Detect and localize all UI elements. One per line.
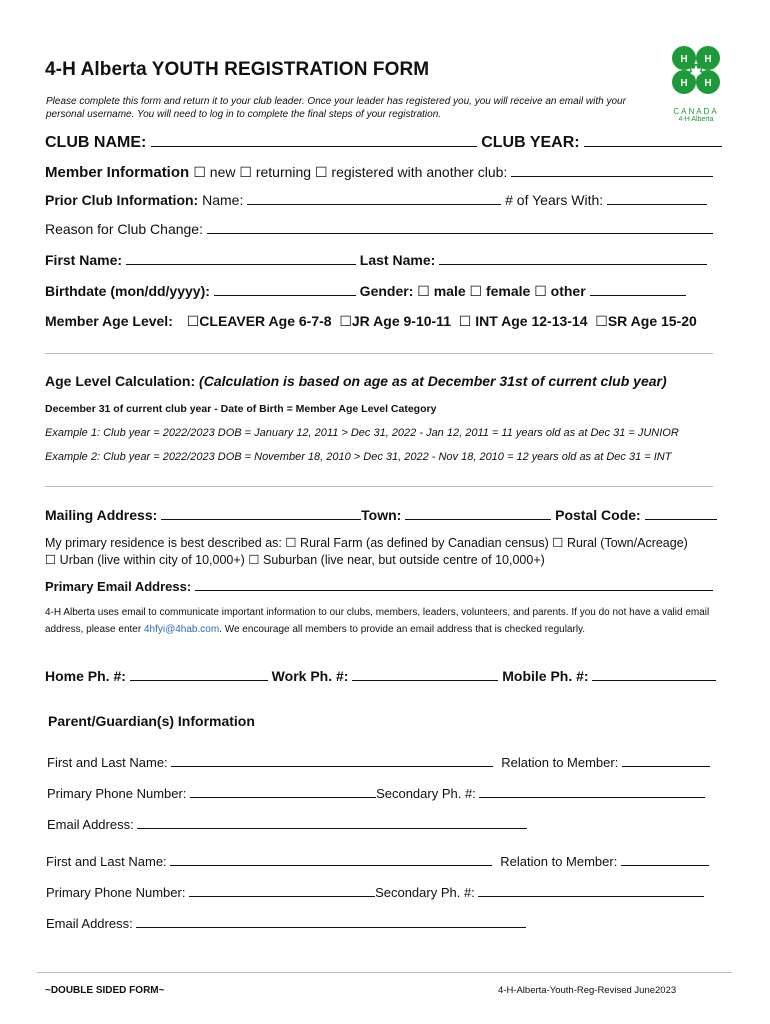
phone-line <box>45 668 716 684</box>
guardian2-primary-field[interactable] <box>189 884 375 897</box>
suburban-checkbox[interactable]: ☐ Suburban (live near, but outside centre of 10,000+) <box>248 553 545 567</box>
work-phone-field[interactable] <box>352 668 498 681</box>
svg-text:H: H <box>680 78 688 89</box>
work-phone-label: Work Ph. #: <box>267 668 353 684</box>
guardian2-phone-line <box>46 884 704 900</box>
birthdate-field[interactable] <box>214 283 356 296</box>
town-label: Town: <box>361 507 406 523</box>
email-note-prefix: address, please enter <box>45 624 144 635</box>
member-info-heading: Member Information <box>45 164 194 181</box>
club-name-label: CLUB NAME: <box>45 134 151 151</box>
new-checkbox[interactable]: ☐ new <box>193 164 240 180</box>
4h-clover-logo <box>664 42 728 122</box>
intro-text <box>46 95 626 121</box>
svg-text:H: H <box>704 54 712 65</box>
residence-line-2 <box>45 552 688 569</box>
email-label: Primary Email Address: <box>45 579 195 594</box>
last-name-field[interactable] <box>439 252 707 265</box>
intro-line-2: personal username. You will need to log in to complete the final steps of your registration. <box>46 109 442 120</box>
first-name-label: First Name: <box>45 252 126 268</box>
divider <box>45 353 713 354</box>
home-phone-field[interactable] <box>130 668 268 681</box>
email-note-line-1: 4-H Alberta uses email to communicate important information to our clubs, members, leaders, volunteers, and parents. If you do not have a valid email <box>45 607 710 618</box>
urban-checkbox[interactable]: ☐ Urban (live within city of 10,000+) <box>45 553 249 567</box>
gender-male-checkbox[interactable]: ☐ male <box>417 283 470 299</box>
email-note-line-2 <box>45 621 709 638</box>
town-field[interactable] <box>405 507 551 520</box>
reason-line <box>45 221 713 237</box>
calc-example-2: Example 2: Club year = 2022/2023 DOB = November 18, 2010 > Dec 31, 2022 - Nov 18, 2010 = 12 years old as at Dec 31 = INT <box>45 451 672 463</box>
mailing-line <box>45 507 717 523</box>
residence-block <box>45 535 688 569</box>
svg-text:H: H <box>704 78 712 89</box>
guardian1-name-field[interactable] <box>171 754 493 767</box>
gender-other-field[interactable] <box>590 283 686 296</box>
gender-label: Gender: <box>355 283 418 299</box>
reason-label: Reason for Club Change: <box>45 221 207 237</box>
first-name-field[interactable] <box>126 252 356 265</box>
postal-field[interactable] <box>645 507 717 520</box>
gender-female-checkbox[interactable]: ☐ female <box>469 283 535 299</box>
club-name-field[interactable] <box>151 132 477 147</box>
footer-right: 4-H-Alberta-Youth-Reg-Revised June2023 <box>498 985 677 996</box>
guardian2-relation-field[interactable] <box>621 853 709 866</box>
prior-years-label: # of Years With: <box>501 192 608 208</box>
guardian-heading: Parent/Guardian(s) Information <box>48 713 255 729</box>
mailing-label: Mailing Address: <box>45 507 162 523</box>
reason-field[interactable] <box>207 221 713 234</box>
guardian1-relation-field[interactable] <box>622 754 710 767</box>
calc-example-1: Example 1: Club year = 2022/2023 DOB = January 12, 2011 > Dec 31, 2022 - Jan 12, 2011 = 11 years old as at Dec 31 = JUNIOR <box>45 427 679 439</box>
guardian1-name-label: First and Last Name: <box>47 755 172 770</box>
mobile-phone-label: Mobile Ph. #: <box>498 668 593 684</box>
guardian2-email-line <box>46 915 526 931</box>
email-link[interactable]: 4hfyi@4hab.com <box>143 624 220 635</box>
other-club-field[interactable] <box>511 164 713 177</box>
guardian1-secondary-label: Secondary Ph. #: <box>376 786 480 801</box>
club-line <box>45 132 722 152</box>
email-note-suffix: . We encourage all members to provide an email address that is checked regularly. <box>219 624 586 635</box>
email-field[interactable] <box>195 578 713 591</box>
divider <box>45 486 713 487</box>
guardian2-email-field[interactable] <box>136 915 526 928</box>
other-club-checkbox[interactable]: ☐ registered with another club: <box>314 164 512 180</box>
prior-club-name-field[interactable] <box>247 192 501 205</box>
rural-town-checkbox[interactable]: ☐ Rural (Town/Acreage) <box>552 536 688 550</box>
guardian1-phone-line <box>47 785 705 801</box>
footer-left: ~DOUBLE SIDED FORM~ <box>45 985 165 996</box>
club-year-field[interactable] <box>584 132 722 147</box>
gender-other-checkbox[interactable]: ☐ other <box>534 283 590 299</box>
name-line <box>45 252 707 268</box>
guardian2-email-label: Email Address: <box>46 916 137 931</box>
guardian2-name-label: First and Last Name: <box>46 854 171 869</box>
guardian1-secondary-field[interactable] <box>479 785 705 798</box>
birthdate-label: Birthdate (mon/dd/yyyy): <box>45 283 214 299</box>
residence-line-1 <box>45 535 688 552</box>
intro-line-1: Please complete this form and return it to your club leader. Once your leader has registered you, you will receive an email with your <box>46 96 626 107</box>
guardian2-primary-label: Primary Phone Number: <box>46 885 190 900</box>
member-info-line <box>45 164 713 181</box>
birthdate-line <box>45 283 686 300</box>
calc-line <box>45 373 667 389</box>
footer-divider <box>37 972 732 973</box>
svg-text:H: H <box>680 54 688 65</box>
prior-club-line <box>45 192 707 208</box>
age-level-line <box>45 313 697 330</box>
calc-note: (Calculation is based on age as at December 31st of current club year) <box>199 373 667 389</box>
guardian1-email-line <box>47 816 527 832</box>
age-int-checkbox[interactable]: ☐ INT Age 12-13-14 <box>458 313 588 329</box>
clover-icon <box>664 42 728 100</box>
calc-label: Age Level Calculation: <box>45 373 200 389</box>
guardian2-secondary-label: Secondary Ph. #: <box>375 885 479 900</box>
calc-formula: December 31 of current club year - Date of Birth = Member Age Level Category <box>45 403 437 415</box>
guardian1-primary-field[interactable] <box>190 785 376 798</box>
logo-country: CANADA <box>673 107 719 116</box>
page-title: 4-H Alberta YOUTH REGISTRATION FORM <box>45 59 430 80</box>
age-sr-checkbox[interactable]: ☐SR Age 15-20 <box>595 313 697 329</box>
guardian1-name-line <box>47 754 710 770</box>
guardian1-email-field[interactable] <box>137 816 527 829</box>
guardian1-primary-label: Primary Phone Number: <box>47 786 191 801</box>
rural-farm-checkbox[interactable]: ☐ Rural Farm (as defined by Canadian census) <box>285 536 553 550</box>
postal-label: Postal Code: <box>551 507 645 523</box>
residence-prefix: My primary residence is best described as: <box>45 536 286 550</box>
age-jr-checkbox[interactable]: ☐JR Age 9-10-11 <box>339 313 451 329</box>
returning-checkbox[interactable]: ☐ returning <box>239 164 315 180</box>
guardian2-secondary-field[interactable] <box>478 884 704 897</box>
home-phone-label: Home Ph. #: <box>45 668 130 684</box>
prior-name-label: Name: <box>202 192 248 208</box>
age-cleaver-checkbox[interactable]: ☐CLEAVER Age 6-7-8 <box>186 313 332 329</box>
mobile-phone-field[interactable] <box>592 668 716 681</box>
guardian1-relation-label: Relation to Member: <box>501 755 622 770</box>
age-level-label: Member Age Level: <box>45 313 177 329</box>
guardian2-relation-label: Relation to Member: <box>500 854 621 869</box>
prior-club-label: Prior Club Information: <box>45 192 203 208</box>
email-line <box>45 578 713 594</box>
mailing-field[interactable] <box>161 507 361 520</box>
email-note <box>45 604 709 638</box>
last-name-label: Last Name: <box>355 252 440 268</box>
guardian1-email-label: Email Address: <box>47 817 138 832</box>
guardian2-name-field[interactable] <box>170 853 492 866</box>
prior-years-field[interactable] <box>607 192 707 205</box>
guardian2-name-line <box>46 853 709 869</box>
logo-sub: 4-H Alberta <box>678 116 714 123</box>
club-year-label: CLUB YEAR: <box>481 134 585 151</box>
